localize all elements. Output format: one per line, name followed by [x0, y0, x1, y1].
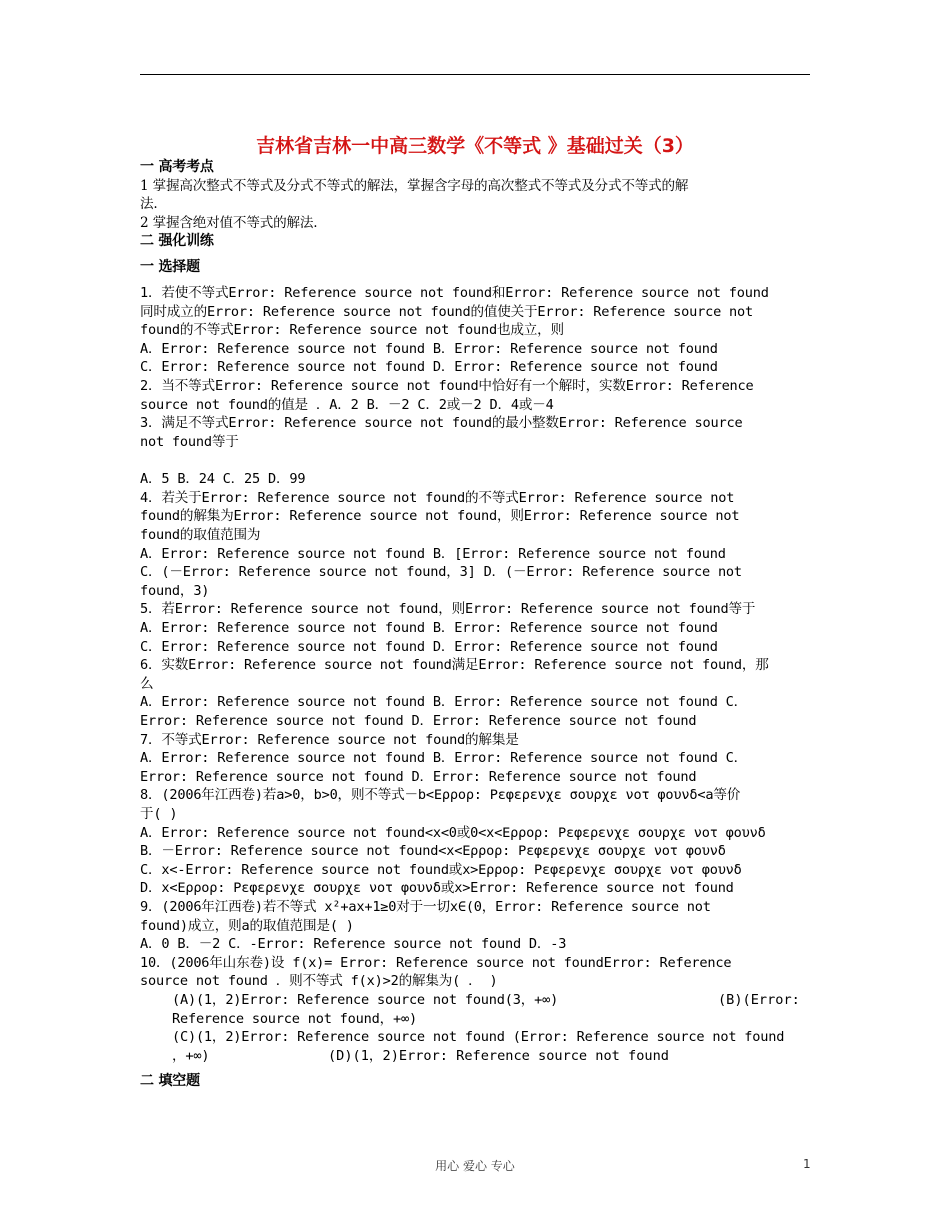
question-line: 6．实数Error: Reference source not found满足Error: Reference source not found，那 — [140, 657, 769, 673]
question-line: 9．(2006年江西卷)若不等式 x²+ax+1≥0对于一切x∈(0，Error: Reference source not — [140, 899, 711, 915]
option-line: (D)(1，2)Error: Reference source not found — [328, 1048, 669, 1064]
exam-point-1-cont: 法. — [140, 196, 158, 212]
option-line: A．Error: Reference source not found B．[Error: Reference source not found — [140, 546, 726, 562]
option-line: B．－Error: Reference source not found<x<Ερρορ: Ρεφερενχε σουρχε νοτ φουνδ — [140, 843, 726, 859]
header-rule — [140, 74, 810, 75]
question-line: not found等于 — [140, 434, 239, 450]
option-line: Error: Reference source not found D．Error: Reference source not found — [140, 713, 697, 729]
exam-point-2: 2 掌握含绝对值不等式的解法. — [140, 215, 318, 231]
option-line: Reference source not found，+∞) — [172, 1011, 417, 1027]
subsection-heading-fill-in: 二 填空题 — [140, 1073, 200, 1089]
page-number: 1 — [803, 1157, 811, 1171]
document-title: 吉林省吉林一中高三数学《不等式 》基础过关（3） — [256, 135, 694, 157]
question-line: 5．若Error: Reference source not found，则Error: Reference source not found等于 — [140, 601, 756, 617]
question-line: found的取值范围为 — [140, 527, 261, 543]
question-line: 同时成立的Error: Reference source not found的值使关于Error: Reference source not — [140, 304, 753, 320]
question-line: source not found ．则不等式 f(x)>2的解集为( ． ) — [140, 973, 498, 989]
option-line: A．Error: Reference source not found B．Error: Reference source not found C． — [140, 750, 748, 766]
option-b-label: (B)(Error: — [718, 992, 800, 1008]
question-line: 2．当不等式Error: Reference source not found中恰好有一个解时，实数Error: Reference — [140, 378, 754, 394]
question-line: 1．若使不等式Error: Reference source not found和Error: Reference source not found — [140, 285, 769, 301]
question-line: 8．(2006年江西卷)若a>0，b>0，则不等式－b<Ερρορ: Ρεφερενχε σουρχε νοτ φουνδ<a等价 — [140, 787, 741, 803]
option-line: A．Error: Reference source not found B．Error: Reference source not found — [140, 620, 718, 636]
option-line: A．Error: Reference source not found B．Error: Reference source not found — [140, 341, 718, 357]
question-line: 么 — [140, 676, 154, 692]
exam-point-1: 1 掌握高次整式不等式及分式不等式的解法，掌握含字母的高次整式不等式及分式不等式的解 — [140, 178, 689, 194]
option-line: C．(－Error: Reference source not found，3] D．(－Error: Reference source not — [140, 564, 742, 580]
question-line: found的不等式Error: Reference source not found也成立，则 — [140, 322, 564, 338]
section-heading-exam-points: 一 高考考点 — [140, 159, 214, 175]
question-line: 10．(2006年山东卷)设 f(x)= Error: Reference source not foundError: Reference — [140, 955, 732, 971]
option-line: A．Error: Reference source not found<x<0或0<x<Ερρορ: Ρεφερενχε σουρχε νοτ φουνδ — [140, 825, 766, 841]
option-line: D．x<Ερρορ: Ρεφερενχε σουρχε νοτ φουνδ或x>Error: Reference source not found — [140, 880, 734, 896]
option-line: A．0 B．－2 C．-Error: Reference source not found D．-3 — [140, 936, 567, 952]
option-line: A．Error: Reference source not found B．Error: Reference source not found C． — [140, 694, 748, 710]
option-line: found，3) — [140, 583, 210, 599]
option-line: Error: Reference source not found D．Error: Reference source not found — [140, 769, 697, 785]
option-line: C．x<-Error: Reference source not found或x>Ερρορ: Ρεφερενχε σουρχε νοτ φουνδ — [140, 862, 742, 878]
option-line: (C)(1，2)Error: Reference source not found (Error: Reference source not found — [172, 1029, 785, 1045]
subsection-heading-multiple-choice: 一 选择题 — [140, 259, 200, 275]
question-line: 于( ) — [140, 806, 178, 822]
question-line: 7．不等式Error: Reference source not found的解集是 — [140, 732, 519, 748]
option-line: (A)(1，2)Error: Reference source not found(3，+∞) — [172, 992, 559, 1008]
option-line: C．Error: Reference source not found D．Error: Reference source not found — [140, 359, 718, 375]
option-line: C．Error: Reference source not found D．Error: Reference source not found — [140, 639, 718, 655]
question-line: 4．若关于Error: Reference source not found的不等式Error: Reference source not — [140, 490, 735, 506]
page-footer: 用心 爱心 专心 — [435, 1159, 515, 1173]
question-line: found的解集为Error: Reference source not found，则Error: Reference source not — [140, 508, 740, 524]
question-line: found)成立，则a的取值范围是( ) — [140, 918, 354, 934]
question-line: source not found的值是 ．A．2 B．－2 C．2或－2 D．4或－4 — [140, 397, 554, 413]
section-heading-training: 二 强化训练 — [140, 233, 214, 249]
question-line: 3．满足不等式Error: Reference source not found的最小整数Error: Reference source — [140, 415, 743, 431]
option-line: A．5 B．24 C．25 D．99 — [140, 471, 306, 487]
option-line: ，+∞) — [172, 1048, 210, 1064]
